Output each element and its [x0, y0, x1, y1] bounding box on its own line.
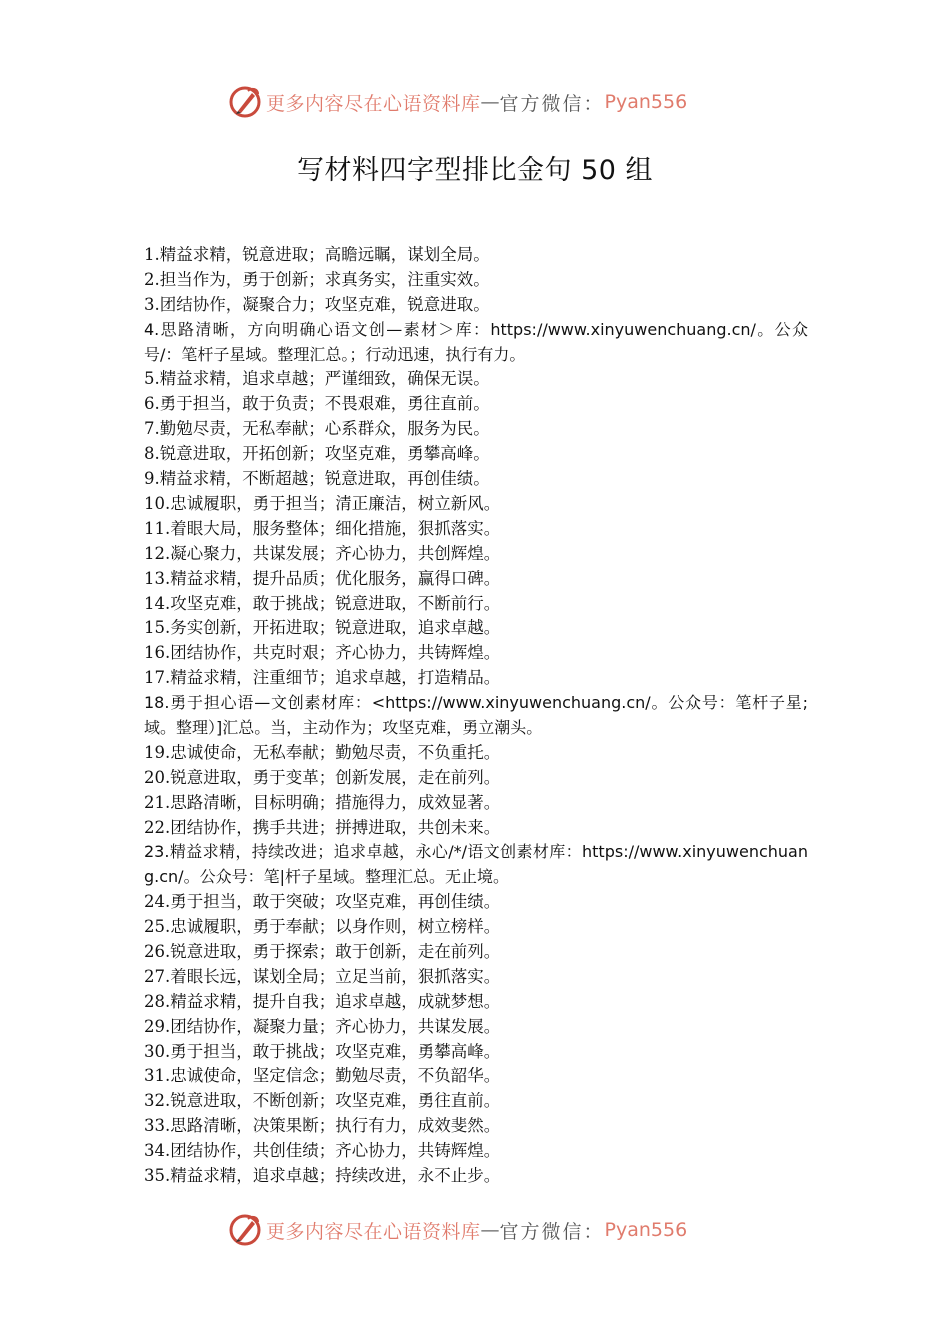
list-item: 17.精益求精，注重细节；追求卓越，打造精品。 — [144, 668, 501, 688]
list-item: 23.精益求精，持续改进；追求卓越，永心/*/语文创素材库：https://www.xinyuwenchuang.cn/。公众号：笔|杆子星域。整理汇总。无止境。 — [144, 842, 808, 887]
list-item: 31.忠诚使命，坚定信念；勤勉尽责，不负韶华。 — [144, 1066, 501, 1086]
banner-wechat-label: 官方微信： — [499, 1220, 605, 1243]
list-item: 29.团结协作，凝聚力量；齐心协力，共谋发展。 — [144, 1016, 501, 1036]
banner-wechat-label: 官方微信： — [499, 92, 605, 115]
list-item: 32.锐意进取，不断创新；攻坚克难，勇往直前。 — [144, 1091, 501, 1111]
banner-slogan: 更多内容尽在心语资料库 — [266, 1220, 481, 1243]
list-item: 14.攻坚克难，敢于挑战；锐意进取，不断前行。 — [144, 593, 501, 613]
list-item: 6.勇于担当，敢于负责；不畏艰难，勇往直前。 — [144, 394, 490, 414]
list-item: 7.勤勉尽责，无私奉献；心系群众，服务为民。 — [144, 419, 490, 439]
header-banner — [228, 82, 687, 122]
list-item: 21.思路清晰，目标明确；措施得力，成效显著。 — [144, 792, 501, 812]
banner-slogan: 更多内容尽在心语资料库 — [266, 92, 481, 115]
list-item: 12.凝心聚力，共谋发展；齐心协力，共创辉煌。 — [144, 543, 501, 563]
list-item: 30.勇于担当，敢于挑战；攻坚克难，勇攀高峰。 — [144, 1041, 501, 1061]
list-item: 20.锐意进取，勇于变革；创新发展，走在前列。 — [144, 767, 501, 787]
list-item: 16.团结协作，共克时艰；齐心协力，共铸辉煌。 — [144, 643, 501, 663]
pen-logo-icon — [228, 85, 262, 119]
list-item: 28.精益求精，提升自我；追求卓越，成就梦想。 — [144, 991, 501, 1011]
list-item: 18.勇于担心语—文创素材库：<https://www.xinyuwenchuang.cn/。公众号：笔杆子星;域。整理）]汇总。当，主动作为；攻坚克难，勇立潮头。 — [144, 693, 808, 737]
list-item: 13.精益求精，提升品质；优化服务，赢得口碑。 — [144, 568, 501, 588]
list-item: 27.着眼长远，谋划全局；立足当前，狠抓落实。 — [144, 966, 501, 986]
list-item: 22.团结协作，携手共进；拼搏进取，共创未来。 — [144, 817, 501, 837]
list-item: 4.思路清晰，方向明确心语文创—素材＞库：https://www.xinyuwenchuang.cn/。公众号/：笔杆子星域。整理汇总。；行动迅速，执行有力。 — [144, 319, 808, 364]
banner-dash: — — [480, 91, 500, 113]
list-item: 2.担当作为，勇于创新；求真务实，注重实效。 — [144, 269, 490, 289]
banner-wechat-id: Pyan556 — [604, 1219, 688, 1241]
list-item: 15.务实创新，开拓进取；锐意进取，追求卓越。 — [144, 618, 501, 638]
list-item: 25.忠诚履职，勇于奉献；以身作则，树立榜样。 — [144, 917, 501, 937]
list-item: 19.忠诚使命，无私奉献；勤勉尽责，不负重托。 — [144, 742, 501, 762]
banner-wechat-id: Pyan556 — [604, 91, 688, 113]
banner-dash: — — [480, 1219, 500, 1241]
list-item: 34.团结协作，共创佳绩；齐心协力，共铸辉煌。 — [144, 1141, 501, 1161]
document-body — [144, 243, 808, 1189]
list-item: 10.忠诚履职，勇于担当；清正廉洁，树立新风。 — [144, 493, 501, 513]
list-item: 3.团结协作，凝聚合力；攻坚克难，锐意进取。 — [144, 294, 490, 314]
list-item: 5.精益求精，追求卓越；严谨细致，确保无误。 — [144, 369, 490, 389]
footer-banner — [228, 1210, 687, 1250]
list-item: 9.精益求精，不断超越；锐意进取，再创佳绩。 — [144, 469, 490, 489]
list-item: 8.锐意进取，开拓创新；攻坚克难，勇攀高峰。 — [144, 444, 490, 464]
pen-logo-icon — [228, 1213, 262, 1247]
list-item: 26.锐意进取，勇于探索；敢于创新，走在前列。 — [144, 942, 501, 962]
list-item: 33.思路清晰，决策果断；执行有力，成效斐然。 — [144, 1116, 501, 1136]
list-item: 1.精益求精，锐意进取；高瞻远瞩，谋划全局。 — [144, 245, 490, 264]
list-item: 11.着眼大局，服务整体；细化措施，狠抓落实。 — [144, 518, 501, 538]
list-item: 35.精益求精，追求卓越；持续改进，永不止步。 — [144, 1166, 501, 1186]
page-title: 写材料四字型排比金句 50 组 — [296, 155, 654, 186]
list-item: 24.勇于担当，敢于突破；攻坚克难，再创佳绩。 — [144, 892, 501, 912]
